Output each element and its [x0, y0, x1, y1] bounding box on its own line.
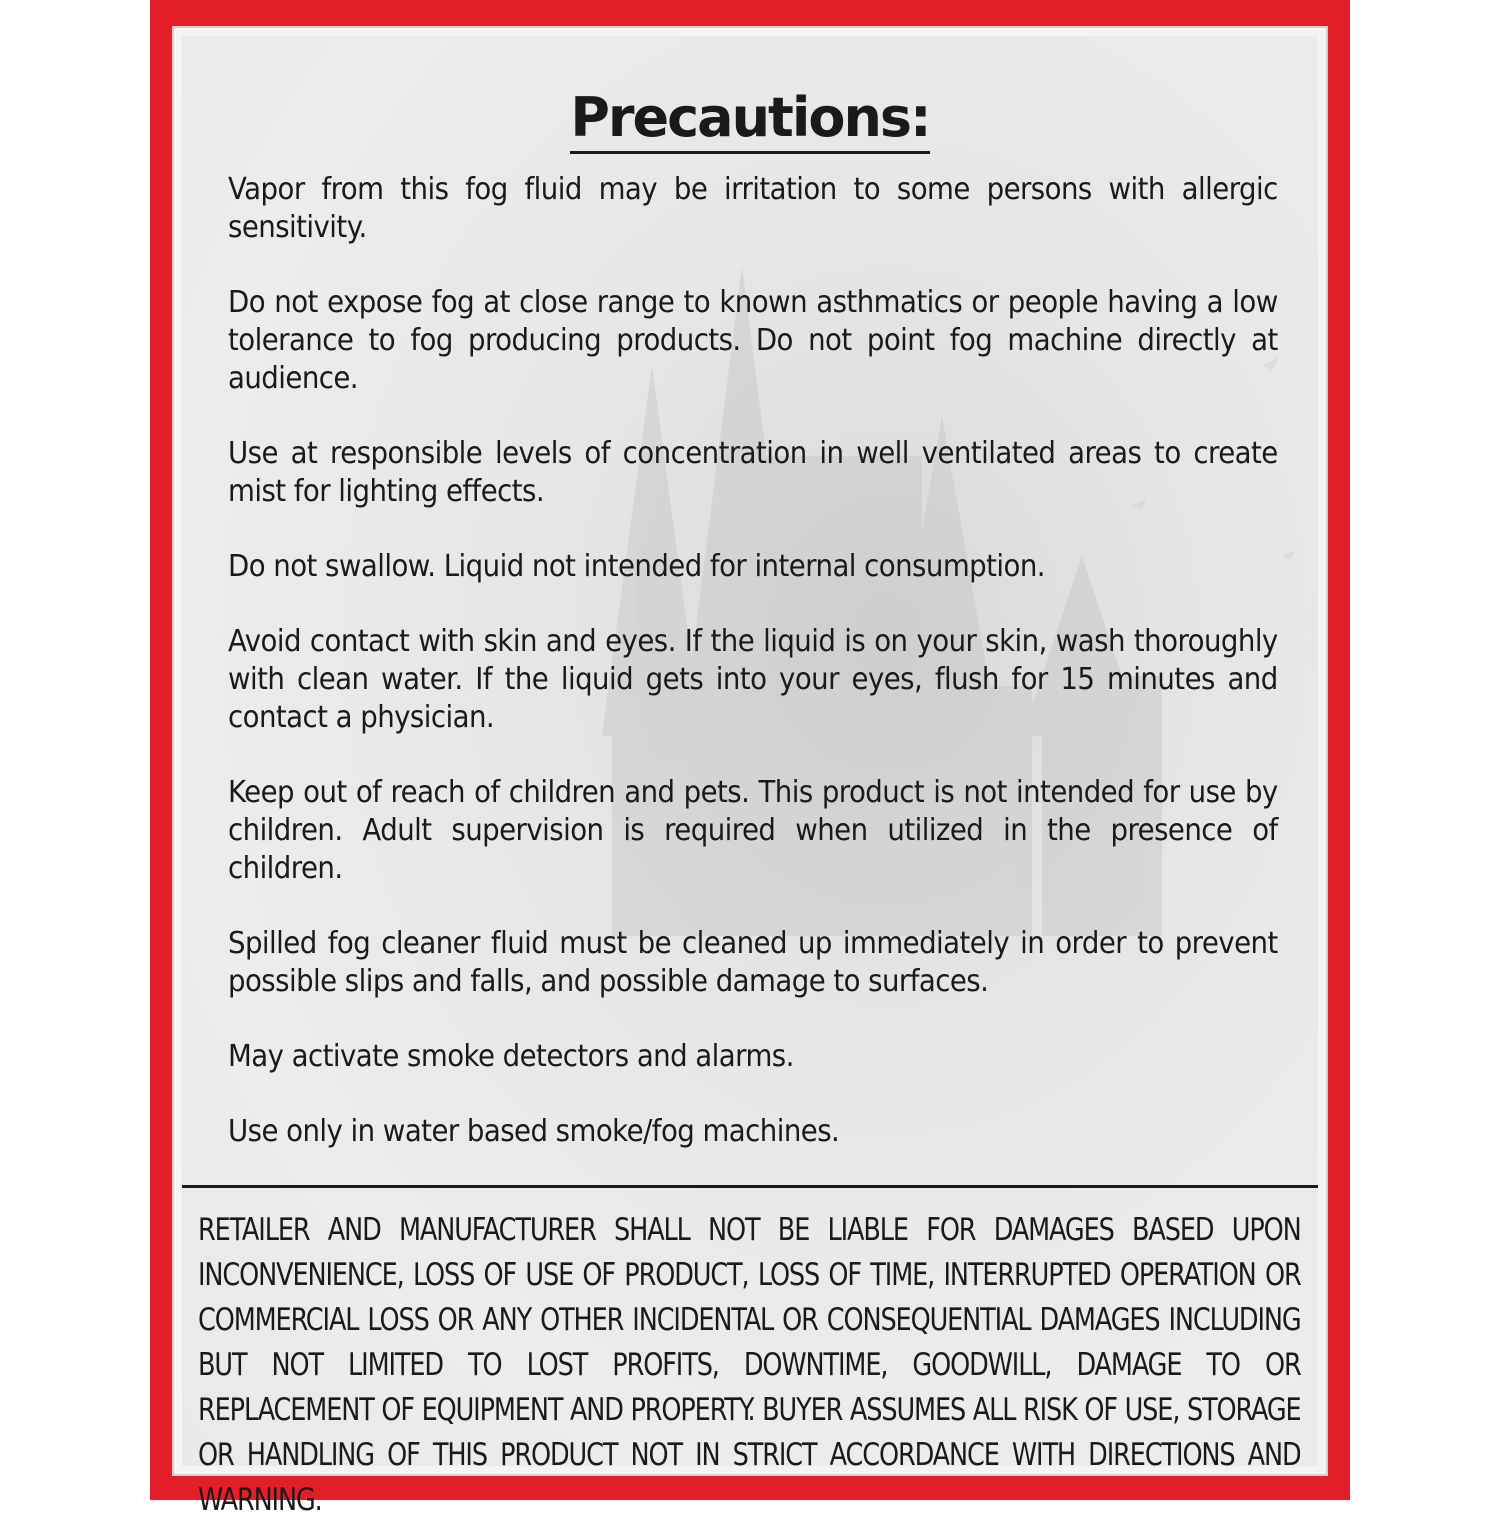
precaution-item: Spilled fog cleaner fluid must be cleaned up immediately in order to prevent possible slips and falls, and possible damage to surfaces.	[228, 926, 1278, 999]
page-title	[182, 86, 1318, 149]
section-divider	[182, 1185, 1318, 1188]
precautions-panel	[182, 36, 1318, 1518]
precaution-item: Do not expose fog at close range to known asthmatics or people having a low tolerance to fog producing products. Do not point fog machine directly at audience.	[228, 285, 1278, 396]
precaution-item: Avoid contact with skin and eyes. If the liquid is on your skin, wash thoroughly with clean water. If the liquid gets into your eyes, flush for 15 minutes and contact a physician.	[228, 624, 1278, 735]
precaution-item: Use only in water based smoke/fog machines.	[228, 1114, 840, 1149]
precaution-item: Use at responsible levels of concentration in well ventilated areas to create mist for lighting effects.	[228, 436, 1278, 509]
liability-disclaimer: RETAILER AND MANUFACTURER SHALL NOT BE LIABLE FOR DAMAGES BASED UPON INCONVENIENCE, LOSS OF USE OF PRODUCT, LOSS OF TIME, INTERRUPTED OPERATION OR COMMERCIAL LOSS OR ANY OTHER INCIDENTAL OR CONSEQUENTIAL DAMAGES INCLUDING BUT NOT LIMITED TO LOST PROFITS, DOWNTIME, GOODWILL, DAMAGE TO OR REPLACEMENT OF EQUIPMENT AND PROPERTY. BUYER ASSUMES ALL RISK OF USE, STORAGE OR HANDLING OF THIS PRODUCT NOT IN STRICT ACCORDANCE WITH DIRECTIONS AND WARNING.	[198, 1212, 1301, 1518]
precaution-item: May activate smoke detectors and alarms.	[228, 1039, 794, 1074]
precautions-list	[228, 171, 1278, 1188]
page-title-text: Precautions:	[570, 86, 929, 154]
precaution-item: Keep out of reach of children and pets. This product is not intended for use by children. Adult supervision is required when utilized in the presence of children.	[228, 775, 1278, 886]
precaution-item: Do not swallow. Liquid not intended for internal consumption.	[228, 549, 1046, 584]
precaution-item: Vapor from this fog fluid may be irritation to some persons with allergic sensitivity.	[228, 172, 1278, 245]
